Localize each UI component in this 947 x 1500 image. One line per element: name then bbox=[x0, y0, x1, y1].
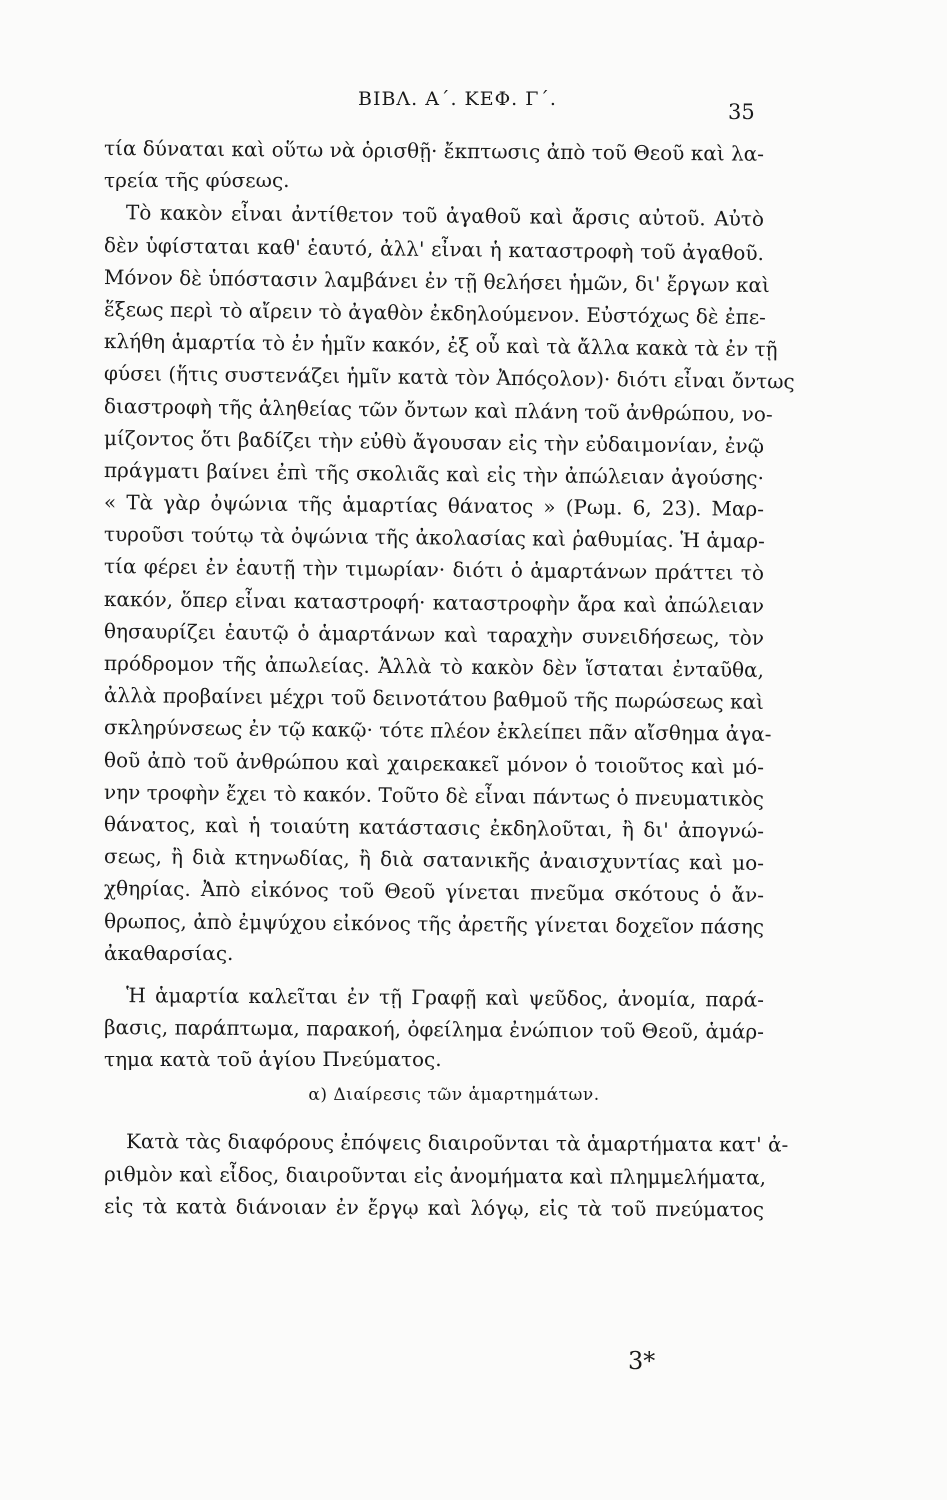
page-number: 35 bbox=[728, 100, 755, 124]
text-line: πράγματι βαίνει ἐπὶ τῆς σκολιᾶς καὶ εἰς τὴν ἀπώλειαν ἀγούσης· bbox=[103, 457, 765, 490]
text-line: ριθμὸν καὶ εἶδος, διαιροῦνται εἰς ἀνομήματα καὶ πλημμελήματα, bbox=[103, 1161, 767, 1190]
text-line: Ἡ ἁμαρτία καλεῖται ἐν τῇ Γραφῇ καὶ ψεῦδος, ἀνομία, παρά- bbox=[125, 983, 765, 1012]
text-line: τυροῦσι τούτῳ τὰ ὀψώνια τῆς ἀκολασίας καὶ ῥαθυμίας. Ἡ ἁμαρ- bbox=[103, 522, 765, 554]
body-text bbox=[103, 132, 795, 1222]
text-line: χθηρίας. Ἀπὸ εἰκόνος τοῦ Θεοῦ γίνεται πνεῦμα σκότους ὁ ἄν- bbox=[103, 876, 765, 908]
text-line: θάνατος, καὶ ἡ τοιαύτη κατάστασις ἐκδηλοῦται, ἢ δι' ἀπογνώ- bbox=[103, 811, 765, 843]
text-line: τία δύναται καὶ οὕτω νὰ ὁρισθῇ· ἔκπτωσις ἀπὸ τοῦ Θεοῦ καὶ λα- bbox=[103, 136, 765, 166]
text-line: Τὸ κακὸν εἶναι ἀντίθετον τοῦ ἀγαθοῦ καὶ ἄρσις αὐτοῦ. Αὐτὸ bbox=[125, 200, 765, 232]
text-line: νην τροφὴν ἔχει τὸ κακόν. Τοῦτο δὲ εἶναι πάντως ὁ πνευματικὸς bbox=[103, 779, 765, 811]
signature-mark: 3* bbox=[628, 1347, 656, 1375]
text-line: φύσει (ἥτις συστενάζει ἡμῖν κατὰ τὸν Ἀπόςολον)· διότι εἶναι ὄντως bbox=[103, 361, 795, 394]
text-line: τρεία τῆς φύσεως. bbox=[104, 168, 290, 193]
text-line: « Τὰ γὰρ ὀψώνια τῆς ἁμαρτίας θάνατος » (Ρωμ. 6, 23). Μαρ- bbox=[103, 490, 765, 521]
text-line: τημα κατὰ τοῦ ἁγίου Πνεύματος. bbox=[104, 1047, 442, 1072]
running-title: ΒΙΒΛ. Α΄. ΚΕΦ. Γ΄. bbox=[358, 88, 557, 110]
text-line: τία φέρει ἐν ἑαυτῇ τὴν τιμωρίαν· διότι ὁ ἁμαρτάνων πράττει τὸ bbox=[103, 554, 765, 586]
text-line: ἕξεως περὶ τὸ αἴρειν τὸ ἀγαθὸν ἐκδηλούμενον. Εὐστόχως δὲ ἐπε- bbox=[103, 296, 767, 330]
text-line: Μόνον δὲ ὑπόστασιν λαμβάνει ἐν τῇ θελήσει ἡμῶν, δι' ἔργων καὶ bbox=[103, 264, 770, 297]
text-line: σκληρύνσεως ἐν τῷ κακῷ· τότε πλέον ἐκλείπει πᾶν αἴσθημα ἀγα- bbox=[103, 715, 772, 747]
text-line: θρωπος, ἀπὸ ἐμψύχου εἰκόνος τῆς ἀρετῆς γίνεται δοχεῖον πάσης bbox=[103, 908, 765, 939]
text-line: δὲν ὑφίσταται καθ' ἑαυτό, ἀλλ' εἶναι ἡ καταστροφὴ τοῦ ἀγαθοῦ. bbox=[103, 232, 765, 265]
page-header bbox=[0, 88, 947, 124]
text-line: εἰς τὰ κατὰ διάνοιαν ἐν ἔργῳ καὶ λόγῳ, εἰς τὰ τοῦ πνεύματος bbox=[103, 1193, 765, 1222]
text-line: κακόν, ὅπερ εἶναι καταστροφή· καταστροφὴν ἄρα καὶ ἀπώλειαν bbox=[103, 586, 765, 618]
text-line: κλήθη ἁμαρτία τὸ ἐν ἡμῖν κακόν, ἐξ οὗ καὶ τὰ ἄλλα κακὰ τὰ ἐν τῇ bbox=[103, 329, 778, 362]
section-subheading: α) Διαίρεσις τῶν ἁμαρτημάτων. bbox=[308, 1085, 600, 1106]
text-line: ἀκαθαρσίας. bbox=[104, 940, 234, 965]
text-line: θοῦ ἀπὸ τοῦ ἀνθρώπου καὶ χαιρεκακεῖ μόνον ὁ τοιοῦτος καὶ μό- bbox=[103, 747, 765, 779]
text-line: διαστροφὴ τῆς ἀληθείας τῶν ὄντων καὶ πλάνη τοῦ ἀνθρώπου, νο- bbox=[103, 393, 773, 426]
text-line: Κατὰ τὰς διαφόρους ἐπόψεις διαιροῦνται τὰ ἁμαρτήματα κατ' ἀ- bbox=[125, 1129, 789, 1158]
text-line: ἀλλὰ προβαίνει μέχρι τοῦ δεινοτάτου βαθμοῦ τῆς πωρώσεως καὶ bbox=[103, 683, 765, 715]
text-line: σεως, ἢ διὰ κτηνωδίας, ἢ διὰ σατανικῆς ἀναισχυντίας καὶ μο- bbox=[103, 844, 765, 876]
text-line: θησαυρίζει ἑαυτῷ ὁ ἁμαρτάνων καὶ ταραχὴν συνειδήσεως, τὸν bbox=[103, 618, 765, 650]
text-line: μίζοντος ὅτι βαδίζει τὴν εὐθὺ ἄγουσαν εἰς τὴν εὐδαιμονίαν, ἐνῷ bbox=[103, 425, 765, 458]
text-line: πρόδρομον τῆς ἀπωλείας. Ἀλλὰ τὸ κακὸν δὲν ἵσταται ἐνταῦθα, bbox=[103, 651, 765, 682]
text-line: βασις, παράπτωμα, παρακοή, ὀφείλημα ἐνώπιον τοῦ Θεοῦ, ἁμάρ- bbox=[103, 1015, 765, 1044]
